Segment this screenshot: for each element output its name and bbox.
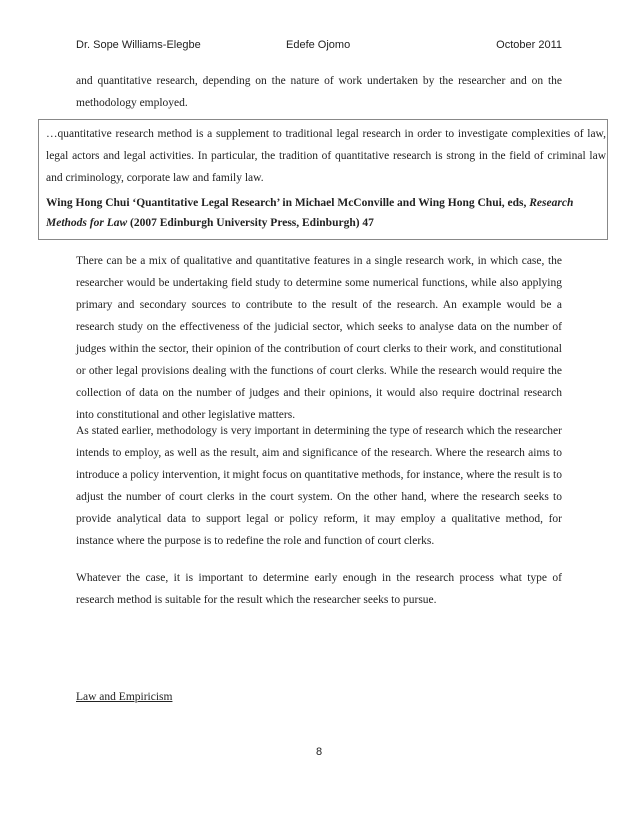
intro-paragraph: and quantitative research, depending on the nature of work undertaken by the researcher and on the methodology employed. (76, 75, 562, 109)
quote-citation (46, 193, 602, 233)
section-heading: Law and Empiricism (76, 691, 173, 703)
citation-book-title: Research Methods for Law (46, 197, 574, 229)
citation-publisher: (2007 Edinburgh University Press, Edinburgh) 47 (127, 217, 374, 229)
header-editor: Edefe Ojomo (286, 39, 351, 51)
quote-text: …quantitative research method is a supplement to traditional legal research in order to investigate complexities of law, legal actors and legal activities. In particular, the tradition of quantitative research is strong in the field of criminal law and criminology, corporate law and family law. (46, 128, 606, 184)
block-quote (38, 119, 608, 240)
citation-author-title: Wing Hong Chui ‘Quantitative Legal Research’ in Michael McConville and Wing Hong Chui, eds, (46, 197, 530, 209)
header-date: October 2011 (496, 39, 562, 51)
header-author: Dr. Sope Williams-Elegbe (76, 39, 201, 51)
body-paragraph-methodology: As stated earlier, methodology is very important in determining the type of research which the researcher intends to employ, as well as the result, aim and significance of the research. Where the research aims to introduce a policy intervention, it might focus on quantitative methods, for instance, where the result is to adjust the number of court clerks in the court system. On the other hand, where the research seeks to provide analytical data to support legal or policy reform, it may employ a qualitative method, for instance where the purpose is to redefine the role and function of court clerks. (76, 425, 562, 547)
body-paragraph-mixed-methods: There can be a mix of qualitative and quantitative features in a single research work, in which case, the researcher would be undertaking field study to determine some numerical functions, while also applying primary and secondary sources to contribute to the result of the research. An example would be a research study on the effectiveness of the judicial sector, which seeks to analyse data on the number of judges within the sector, their opinion of the contribution of court clerks to their work, and constitutional or other legal provisions dealing with the functions of court clerks. While the research would require the collection of data on the number of judges and their opinions, it would also require doctrinal research into constitutional and other legislative matters. (76, 255, 562, 421)
page-header (76, 39, 562, 53)
body-paragraph-conclusion: Whatever the case, it is important to determine early enough in the research process what type of research method is suitable for the result which the researcher seeks to pursue. (76, 572, 562, 606)
page-number: 8 (315, 746, 323, 758)
